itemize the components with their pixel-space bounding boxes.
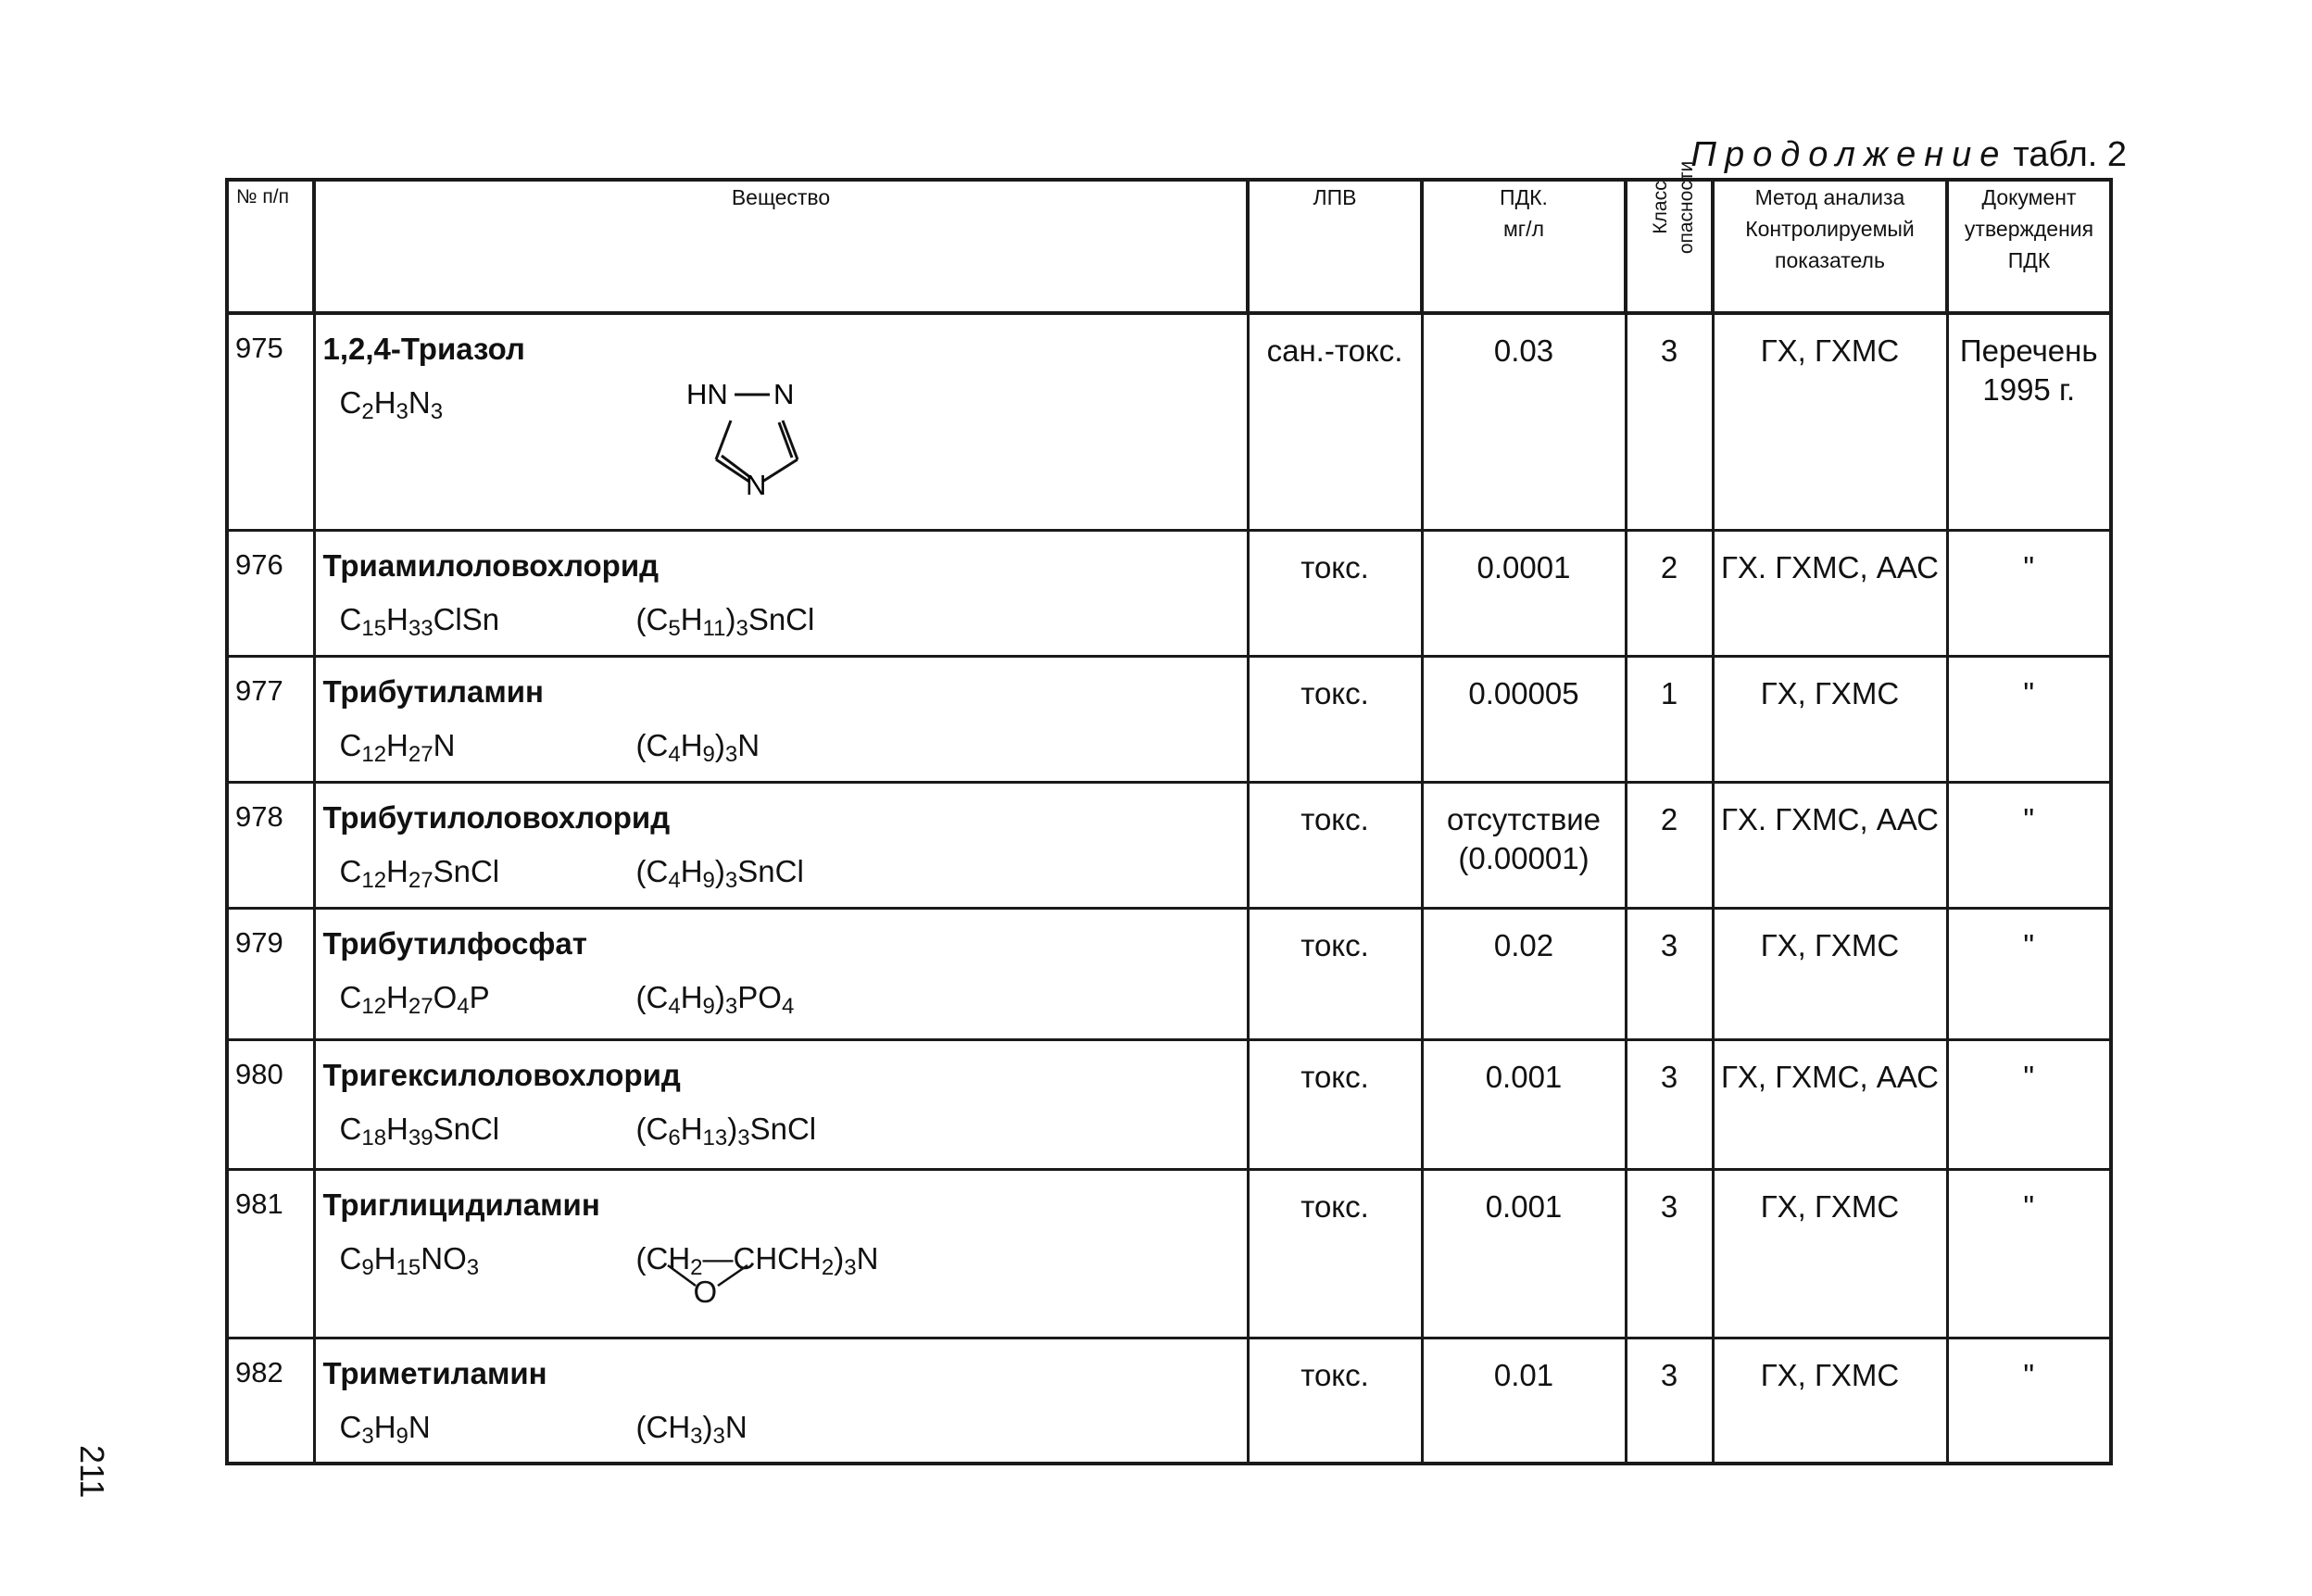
cell-pdk: 0.001 bbox=[1422, 1169, 1626, 1338]
substance-name: Трибутилфосфат bbox=[322, 925, 587, 961]
column-header-num bbox=[227, 180, 314, 313]
structural-formula: $(CH_2—CHCH_2)_3N$ O bbox=[635, 1240, 879, 1309]
cell-method: ГХ, ГХМС bbox=[1713, 908, 1947, 1039]
cell-pdk: 0.0001 bbox=[1422, 530, 1626, 656]
cell-pdk: 0.03 bbox=[1422, 313, 1626, 530]
cell-pdk: 0.02 bbox=[1422, 908, 1626, 1039]
cell-number: 975 bbox=[227, 313, 314, 530]
formula-line bbox=[323, 727, 1247, 767]
cell-substance bbox=[314, 313, 1248, 530]
cell-number: 982 bbox=[227, 1338, 314, 1464]
cell-lpv: токс. bbox=[1248, 530, 1422, 656]
cell-document: " bbox=[1947, 1169, 2111, 1338]
atom-label: N bbox=[745, 469, 766, 498]
cell-document: " bbox=[1947, 656, 2111, 782]
substance-name: 1,2,4-Триазол bbox=[322, 332, 525, 366]
column-header-hazard bbox=[1626, 160, 1713, 313]
cell-number: 978 bbox=[227, 782, 314, 908]
cell-lpv: токс. bbox=[1248, 1039, 1422, 1169]
cell-substance bbox=[314, 1338, 1248, 1464]
substance-name: Трибутилоловохлорид bbox=[322, 799, 671, 835]
cell-number: 980 bbox=[227, 1039, 314, 1169]
cell-document: Перечень 1995 г. bbox=[1947, 313, 2111, 530]
atom-label: HN bbox=[685, 378, 728, 410]
cell-number: 981 bbox=[227, 1169, 314, 1338]
cell-pdk: 0.00005 bbox=[1422, 656, 1626, 782]
cell-document: " bbox=[1947, 908, 2111, 1039]
cell-method: ГХ, ГХМС, ААС bbox=[1713, 1039, 1947, 1169]
formula-line bbox=[323, 1111, 1247, 1150]
table-continuation-label bbox=[1690, 135, 2127, 175]
cell-method: ГХ. ГХМС, ААС bbox=[1713, 782, 1947, 908]
cell-hazard: 3 bbox=[1626, 313, 1713, 530]
cell-hazard: 2 bbox=[1626, 530, 1713, 656]
table-row bbox=[227, 908, 2111, 1039]
molecular-formula: $C_3H_9N$ bbox=[339, 1409, 431, 1449]
cell-method: ГХ. ГХМС, ААС bbox=[1713, 530, 1947, 656]
cell-number: 977 bbox=[227, 656, 314, 782]
substances-table bbox=[225, 160, 2113, 1465]
header-method-text: Метод анализа Контролируемый показатель bbox=[1745, 185, 1915, 272]
cell-method: ГХ, ГХМС bbox=[1713, 313, 1947, 530]
header-pdk-text: ПДК. мг/л bbox=[1500, 185, 1548, 241]
cell-document: " bbox=[1947, 530, 2111, 656]
table-body bbox=[227, 313, 2111, 1464]
table-row bbox=[227, 1169, 2111, 1338]
cell-document: " bbox=[1947, 782, 2111, 908]
structural-formula: $(C_5H_{11})_3SnCl$ bbox=[635, 601, 815, 641]
continuation-table-ref: табл. 2 bbox=[2013, 135, 2127, 174]
cell-hazard: 3 bbox=[1626, 908, 1713, 1039]
header-substance-text: Вещество bbox=[731, 185, 831, 209]
table-header-row bbox=[227, 180, 2111, 313]
cell-pdk: 0.01 bbox=[1422, 1338, 1626, 1464]
molecular-formula: $C_{18}H_{39}SnCl$ bbox=[339, 1111, 500, 1150]
cell-pdk: 0.001 bbox=[1422, 1039, 1626, 1169]
cell-hazard: 3 bbox=[1626, 1338, 1713, 1464]
structural-formula: $(C_4H_9)_3PO_4$ bbox=[635, 979, 795, 1019]
substance-name: Триглицидиламин bbox=[322, 1187, 600, 1222]
formula-line bbox=[323, 979, 1247, 1019]
cell-number: 976 bbox=[227, 530, 314, 656]
bond-line bbox=[762, 459, 798, 482]
column-header-document bbox=[1947, 180, 2111, 313]
table-row bbox=[227, 313, 2111, 530]
column-header-method bbox=[1713, 180, 1947, 313]
table-row bbox=[227, 656, 2111, 782]
triazole-structure bbox=[679, 369, 827, 506]
formula-line bbox=[323, 1240, 1247, 1309]
bond-line bbox=[718, 1265, 748, 1286]
cell-pdk: отсутствие (0.00001) bbox=[1422, 782, 1626, 908]
bond-line bbox=[668, 1265, 696, 1286]
cell-lpv: токс. bbox=[1248, 908, 1422, 1039]
header-num-text: № п/п bbox=[236, 186, 289, 207]
header-hazard-text: Класс опасности bbox=[1650, 160, 1698, 255]
cell-method: ГХ, ГХМС bbox=[1713, 1169, 1947, 1338]
cell-lpv: сан.-токс. bbox=[1248, 313, 1422, 530]
bond-line bbox=[716, 421, 731, 459]
column-header-substance bbox=[314, 180, 1248, 313]
cell-document: " bbox=[1947, 1338, 2111, 1464]
formula-line bbox=[323, 1409, 1247, 1449]
molecular-formula: $C_{12}H_{27}SnCl$ bbox=[339, 853, 500, 893]
cell-lpv: токс. bbox=[1248, 1338, 1422, 1464]
substance-name: Триметиламин bbox=[322, 1355, 547, 1390]
substance-name: Триамилоловохлорид bbox=[322, 547, 660, 583]
molecular-formula: $C_{12}H_{27}O_4P$ bbox=[339, 979, 490, 1019]
header-document-text: Документ утверждения ПДК bbox=[1964, 185, 2094, 272]
cell-method: ГХ, ГХМС bbox=[1713, 656, 1947, 782]
header-lpv-text: ЛПВ bbox=[1313, 185, 1357, 209]
molecular-formula: $C_2H_3N_3$ bbox=[339, 385, 444, 424]
cell-substance bbox=[314, 908, 1248, 1039]
cell-lpv: токс. bbox=[1248, 782, 1422, 908]
table-row bbox=[227, 1338, 2111, 1464]
cell-substance bbox=[314, 656, 1248, 782]
structural-formula: $(CH_3)_3N$ bbox=[635, 1409, 748, 1449]
structural-formula: $(C_4H_9)_3SnCl$ bbox=[635, 853, 804, 893]
table-row bbox=[227, 782, 2111, 908]
page-number: 211 bbox=[73, 1445, 111, 1499]
molecular-formula: $C_{12}H_{27}N$ bbox=[339, 727, 456, 767]
atom-label: N bbox=[773, 378, 794, 410]
triazole-ring-drawing bbox=[679, 369, 827, 498]
structural-formula: $(C_6H_{13})_3SnCl$ bbox=[635, 1111, 817, 1150]
structural-formula: $(C_4H_9)_3N$ bbox=[635, 727, 760, 767]
table-row bbox=[227, 1039, 2111, 1169]
cell-hazard: 3 bbox=[1626, 1039, 1713, 1169]
column-header-pdk bbox=[1422, 180, 1626, 313]
formula-line bbox=[323, 378, 1247, 506]
substance-name: Тригексилоловохлорид bbox=[322, 1057, 681, 1092]
formula-line bbox=[323, 601, 1247, 641]
table-row bbox=[227, 530, 2111, 656]
cell-hazard: 2 bbox=[1626, 782, 1713, 908]
continuation-word: Продолжение bbox=[1690, 135, 2008, 174]
cell-substance bbox=[314, 1169, 1248, 1338]
cell-hazard: 3 bbox=[1626, 1169, 1713, 1338]
molecular-formula: $C_{15}H_{33}ClSn$ bbox=[339, 601, 500, 641]
formula-line bbox=[323, 853, 1247, 893]
molecular-formula: $C_9H_{15}NO_3$ bbox=[339, 1240, 480, 1280]
cell-number: 979 bbox=[227, 908, 314, 1039]
cell-lpv: токс. bbox=[1248, 1169, 1422, 1338]
cell-document: " bbox=[1947, 1039, 2111, 1169]
epoxide-oxygen: O bbox=[693, 1274, 718, 1309]
cell-substance bbox=[314, 782, 1248, 908]
cell-substance bbox=[314, 530, 1248, 656]
cell-hazard: 1 bbox=[1626, 656, 1713, 782]
cell-substance bbox=[314, 1039, 1248, 1169]
column-header-lpv bbox=[1248, 180, 1422, 313]
substance-name: Трибутиламин bbox=[322, 673, 544, 709]
cell-lpv: токс. bbox=[1248, 656, 1422, 782]
cell-method: ГХ, ГХМС bbox=[1713, 1338, 1947, 1464]
